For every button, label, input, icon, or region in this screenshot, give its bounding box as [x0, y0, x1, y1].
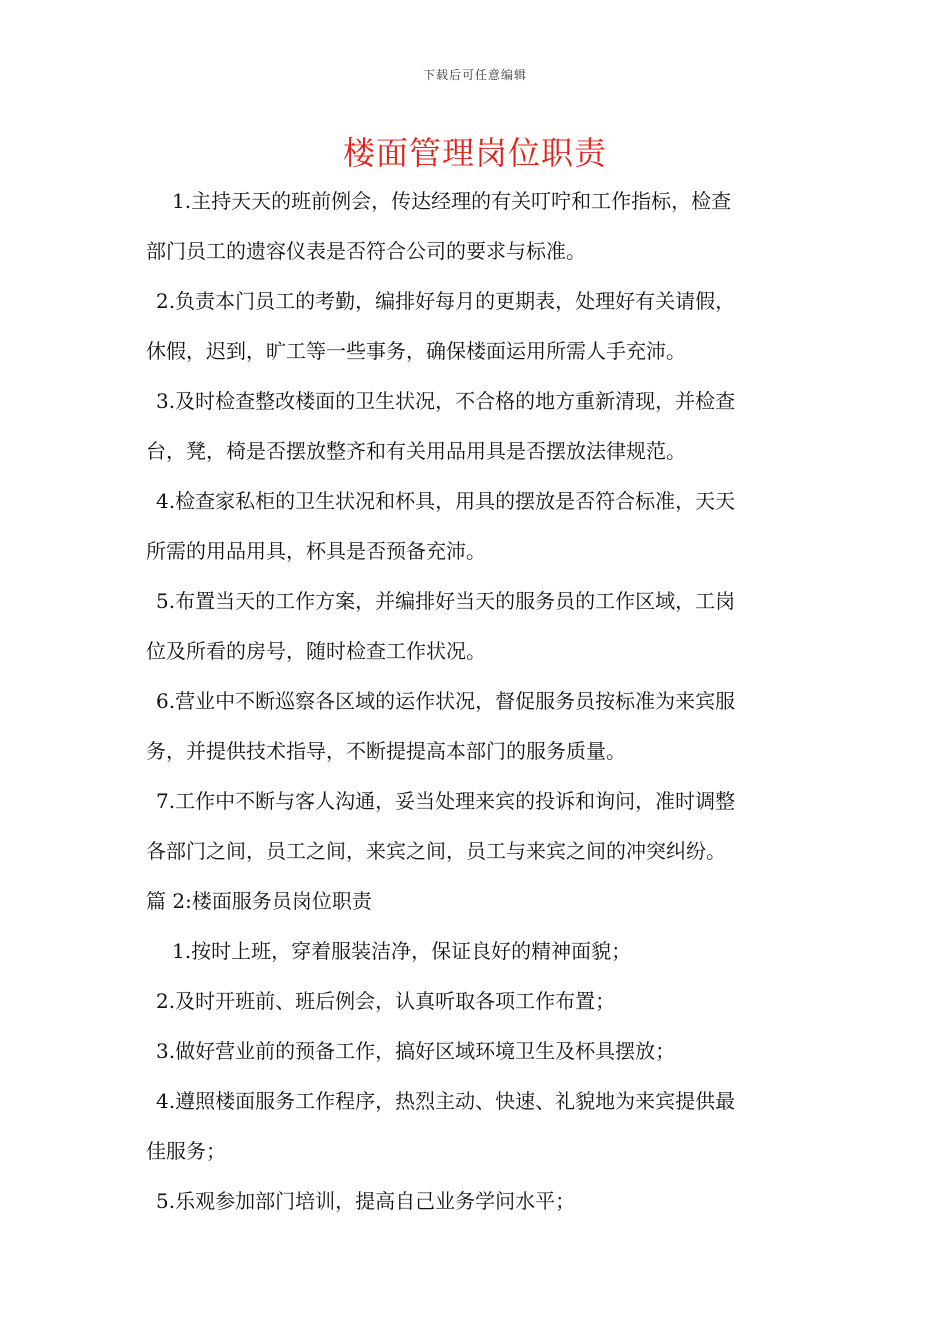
- text-line-duty-1a: 1.主持天天的班前例会，传达经理的有关叮咛和工作指标，检查: [172, 189, 732, 213]
- text-line-duty-2a: 2.负责本门员工的考勤，编排好每月的更期表，处理好有关请假，: [156, 289, 736, 313]
- text-line-waiter-4b: 佳服务；: [146, 1139, 226, 1163]
- text-line-duty-3b: 台，凳，椅是否摆放整齐和有关用品用具是否摆放法律规范。: [146, 439, 686, 463]
- text-line-duty-2b: 休假，迟到，旷工等一些事务，确保楼面运用所需人手充沛。: [146, 339, 686, 363]
- text-line-duty-5a: 5.布置当天的工作方案，并编排好当天的服务员的工作区域，工岗: [156, 589, 736, 613]
- text-line-duty-3a: 3.及时检查整改楼面的卫生状况，不合格的地方重新清现，并检查: [156, 389, 736, 413]
- text-line-waiter-4a: 4.遵照楼面服务工作程序，热烈主动、快速、礼貌地为来宾提供最: [156, 1089, 736, 1113]
- section-heading-waiter: 篇 2:楼面服务员岗位职责: [146, 889, 372, 913]
- text-line-waiter-1: 1.按时上班，穿着服装洁净，保证良好的精神面貌；: [172, 939, 632, 963]
- text-line-duty-6b: 务，并提供技术指导，不断提提高本部门的服务质量。: [146, 739, 626, 763]
- header-note: 下载后可任意编辑: [422, 68, 527, 82]
- document-body: [146, 176, 812, 1226]
- text-line-duty-7a: 7.工作中不断与客人沟通，妥当处理来宾的投诉和询问，准时调整: [156, 789, 736, 813]
- text-line-duty-4b: 所需的用品用具，杯具是否预备充沛。: [146, 539, 486, 563]
- text-line-waiter-3: 3.做好营业前的预备工作，搞好区域环境卫生及杯具摆放；: [156, 1039, 676, 1063]
- text-line-waiter-2: 2.及时开班前、班后例会，认真听取各项工作布置；: [156, 989, 616, 1013]
- text-line-duty-7b: 各部门之间，员工之间，来宾之间，员工与来宾之间的冲突纠纷。: [146, 839, 726, 863]
- document-title: 楼面管理岗位职责: [342, 134, 607, 172]
- text-line-duty-1b: 部门员工的遗容仪表是否符合公司的要求与标准。: [146, 239, 586, 263]
- text-line-duty-4a: 4.检查家私柜的卫生状况和杯具，用具的摆放是否符合标准，天天: [156, 489, 736, 513]
- text-line-duty-5b: 位及所看的房号，随时检查工作状况。: [146, 639, 486, 663]
- text-line-waiter-5: 5.乐观参加部门培训，提高自己业务学问水平；: [156, 1189, 576, 1213]
- text-line-duty-6a: 6.营业中不断巡察各区域的运作状况，督促服务员按标准为来宾服: [156, 689, 736, 713]
